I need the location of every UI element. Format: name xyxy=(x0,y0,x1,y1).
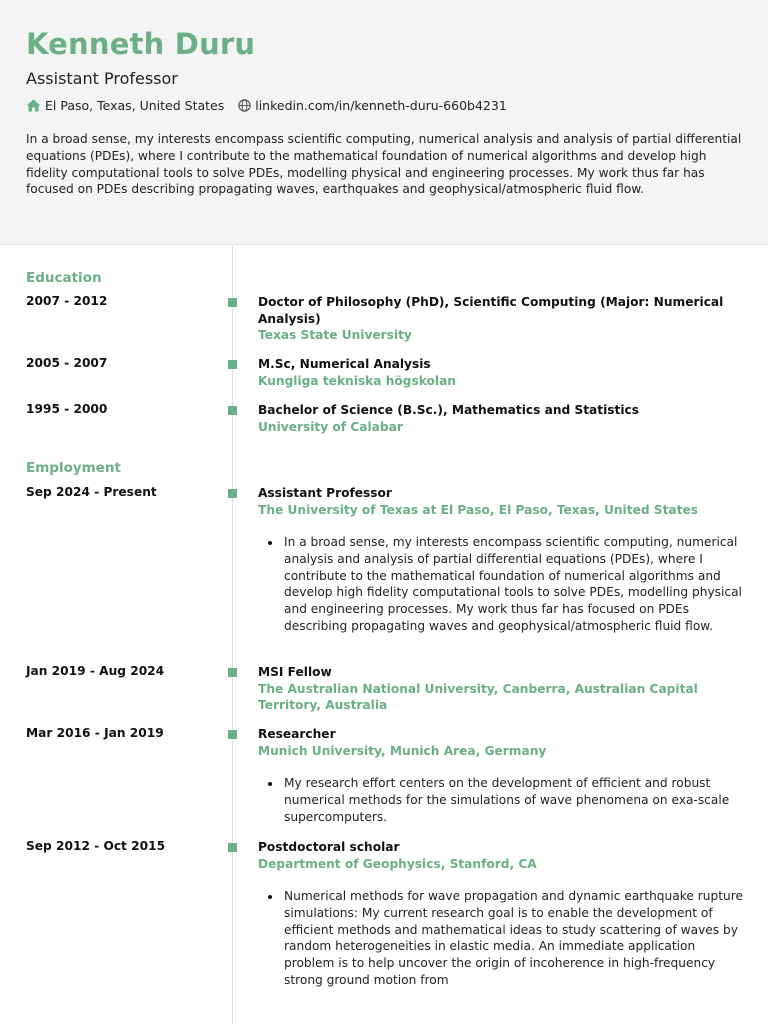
contact-location xyxy=(26,98,224,113)
entry-date: Mar 2016 - Jan 2019 xyxy=(26,726,164,740)
job-role: Researcher xyxy=(258,727,336,741)
contact-linkedin[interactable] xyxy=(238,98,507,113)
candidate-name: Kenneth Duru xyxy=(26,27,256,61)
employment-heading: Employment xyxy=(26,460,121,476)
timeline-marker xyxy=(228,668,237,677)
education-heading: Education xyxy=(26,270,102,286)
timeline-marker xyxy=(228,843,237,852)
location-text: El Paso, Texas, United States xyxy=(45,98,225,113)
resume-header xyxy=(0,0,768,245)
job-description: In a broad sense, my interests encompass scientific computing, numerical analysis and analysis of partial differential equations (PDEs), where I contribute to the mathematical foundation of numerical algorithms and develop high fidelity computational tools to solve PDEs, modelling physical and engineering processes. My work thus far has focused on PDEs describing propagating waves and geophysical/atmospheric fluid flow. xyxy=(258,534,748,635)
summary-paragraph: In a broad sense, my interests encompass scientific computing, numerical analysis and analysis of partial differential equations (PDEs), where I contribute to the mathematical foundation of numerical algorithms and develop high fidelity computational tools to solve PDEs, modelling physical and engineering processes. My work thus far has focused on PDEs describing propagating waves, earthquakes and geophysical/atmospheric fluid flow. xyxy=(26,132,742,197)
employer-name: The Australian National University, Canberra, Australian Capital Territory, Australia xyxy=(258,681,698,712)
home-icon xyxy=(26,99,41,112)
school-name: University of Calabar xyxy=(258,419,403,434)
employer-name: The University of Texas at El Paso, El Paso, Texas, United States xyxy=(258,502,698,517)
school-name: Kungliga tekniska högskolan xyxy=(258,373,456,388)
degree-title: Bachelor of Science (B.Sc.), Mathematics and Statistics xyxy=(258,403,640,417)
globe-icon xyxy=(238,99,251,112)
employer-name: Department of Geophysics, Stanford, CA xyxy=(258,856,537,871)
employer-name: Munich University, Munich Area, Germany xyxy=(258,743,547,758)
job-description: Numerical methods for wave propagation and dynamic earthquake rupture simulations: My current research goal is to enable the development of efficient methods and mathematical ideas to study scattering of waves by random heterogeneities in elastic media. An immediate application problem is to help uncover the origin of incoherence in high-frequency strong ground motion from xyxy=(258,888,748,989)
job-description: My research effort centers on the development of efficient and robust numerical methods for the simulations of wave phenomena on exa-scale supercomputers. xyxy=(258,775,748,825)
school-name: Texas State University xyxy=(258,328,412,342)
timeline-marker xyxy=(228,360,237,369)
candidate-title: Assistant Professor xyxy=(26,69,178,88)
linkedin-link[interactable]: linkedin.com/in/kenneth-duru-660b4231 xyxy=(255,98,507,113)
entry-date: 2007 - 2012 xyxy=(26,294,108,308)
job-role: Assistant Professor xyxy=(258,486,392,500)
timeline-marker xyxy=(228,730,237,739)
entry-date: 2005 - 2007 xyxy=(26,356,108,370)
timeline-marker xyxy=(228,298,237,307)
degree-title: M.Sc, Numerical Analysis xyxy=(258,357,431,371)
entry-date: Jan 2019 - Aug 2024 xyxy=(26,664,165,678)
timeline-marker xyxy=(228,406,237,415)
entry-date: Sep 2012 - Oct 2015 xyxy=(26,839,166,853)
job-role: Postdoctoral scholar xyxy=(258,840,400,854)
entry-date: 1995 - 2000 xyxy=(26,402,108,416)
entry-date: Sep 2024 - Present xyxy=(26,485,157,499)
degree-title: Doctor of Philosophy (PhD), Scientific Computing (Major: Numerical Analysis) xyxy=(258,295,724,326)
job-role: MSI Fellow xyxy=(258,665,332,679)
contact-row xyxy=(26,98,742,113)
timeline-marker xyxy=(228,489,237,498)
